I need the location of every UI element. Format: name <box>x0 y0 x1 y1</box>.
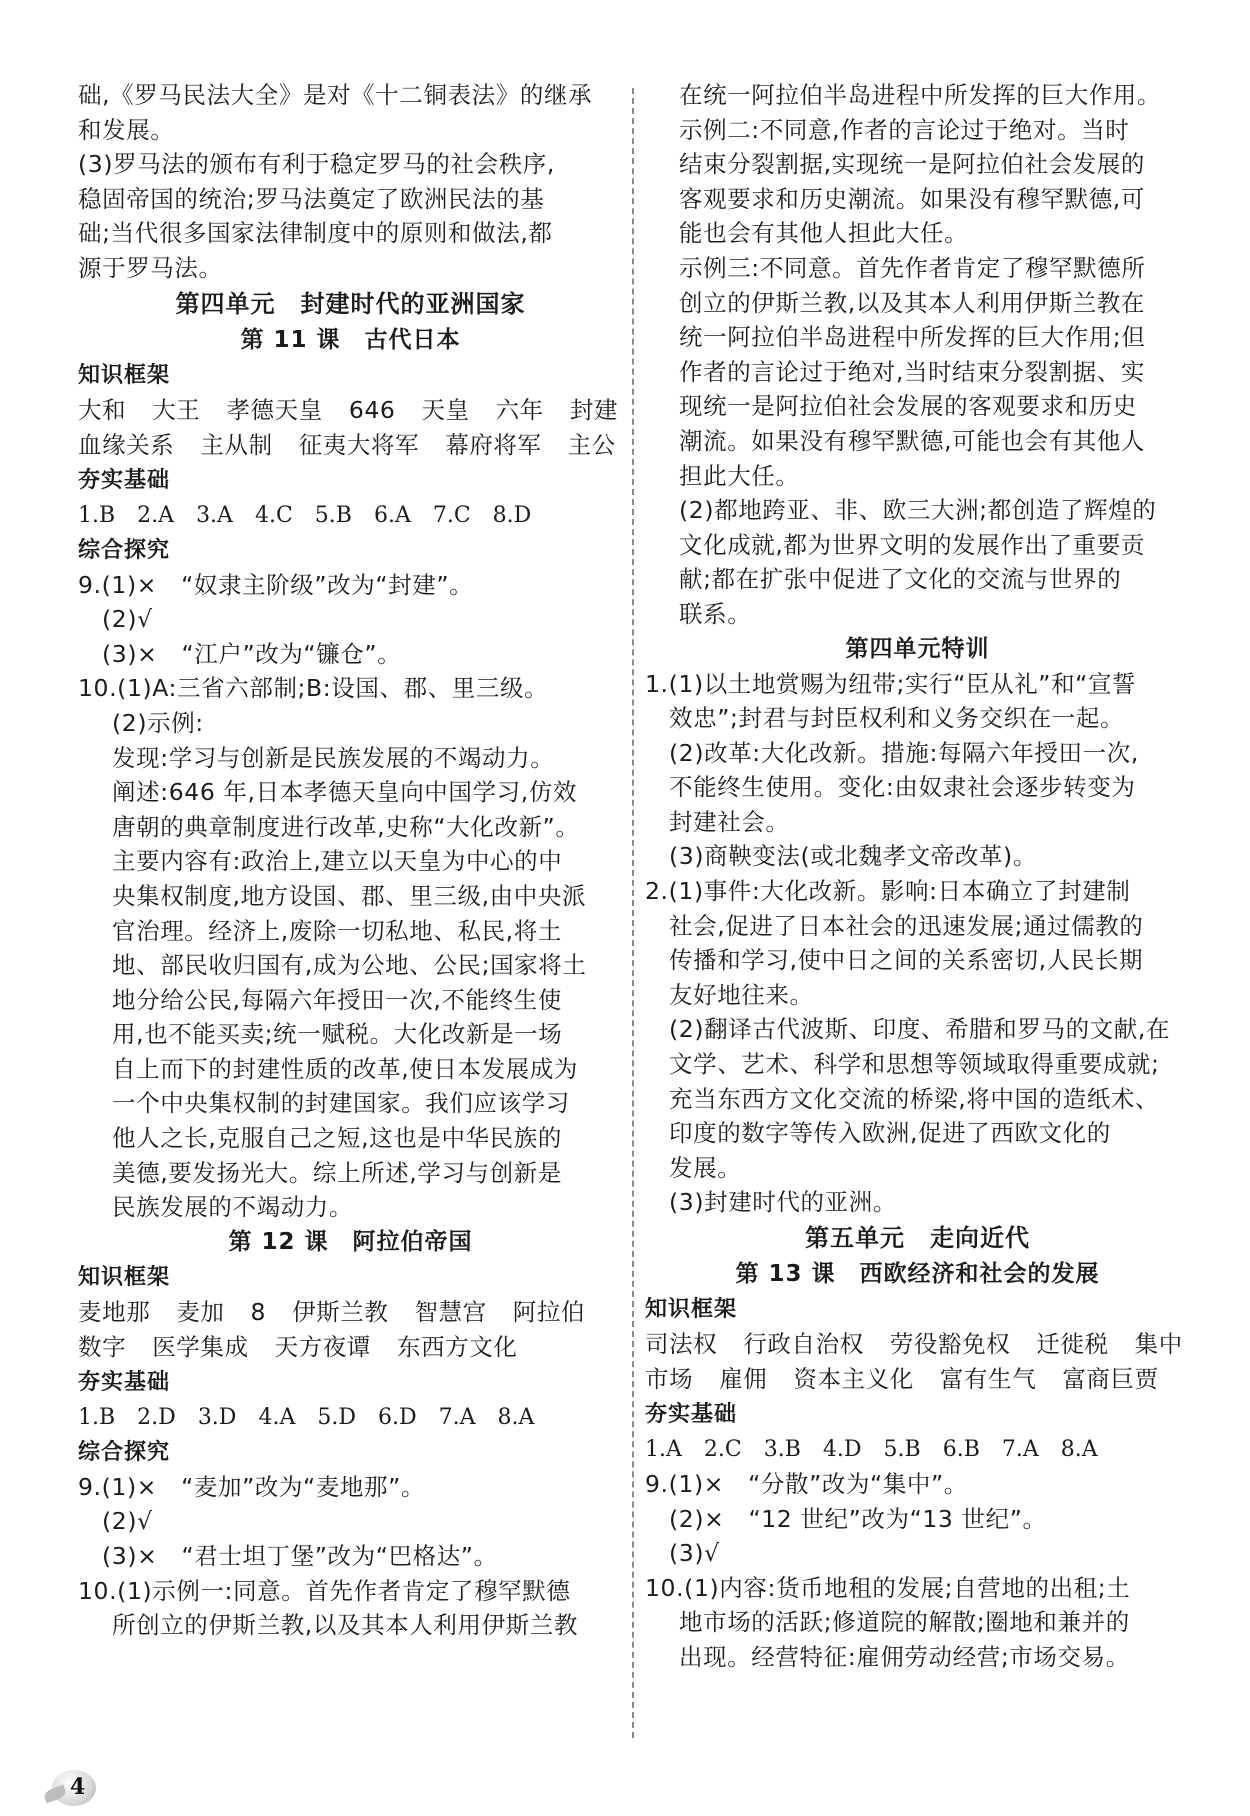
text-line: 稳固帝国的统治;罗马法奠定了欧洲民法的基 <box>78 184 545 213</box>
question-line: 1.(1)以土地赏赐为纽带;实行“臣从礼”和“宣誓 <box>645 669 1137 698</box>
keyword: 天皇 <box>421 395 470 424</box>
question-line: 10.(1)A:三省六部制;B:设国、郡、里三级。 <box>78 674 549 703</box>
question-line: 出现。经营特征:雇佣劳动经营;市场交易。 <box>679 1642 1130 1671</box>
keyword-list <box>78 1295 623 1365</box>
question-line: (2)翻译古代波斯、印度、希腊和罗马的文献,在 <box>669 1015 1171 1044</box>
question-line: 印度的数字等传入欧洲,促进了西欧文化的 <box>669 1119 1111 1148</box>
keyword: 数字 <box>78 1332 127 1361</box>
keyword: 劳役豁免权 <box>889 1330 1011 1358</box>
text-line: (3)罗马法的颁布有利于稳定罗马的社会秩序, <box>78 150 555 179</box>
keyword: 六年 <box>495 395 544 424</box>
answer: 6.A <box>373 502 411 528</box>
keyword: 伊斯兰教 <box>292 1297 389 1326</box>
keyword: 大王 <box>152 395 201 424</box>
text-line: 和发展。 <box>78 115 175 144</box>
text-line: 自上而下的封建性质的改革,使日本发展成为 <box>112 1054 578 1083</box>
answer: 7.A <box>438 1404 476 1430</box>
right-column <box>645 78 1190 1675</box>
question-line: (3)封建时代的亚洲。 <box>669 1188 897 1217</box>
section-heading: 知识框架 <box>645 1297 738 1322</box>
text-line: 阐述:646 年,日本孝德天皇向中国学习,仿效 <box>112 778 577 807</box>
text-line: 发现:学习与创新是民族发展的不竭动力。 <box>112 743 555 772</box>
keyword: 主公 <box>567 430 616 459</box>
keyword: 天方夜谭 <box>274 1332 372 1361</box>
question-line: (2)√ <box>102 605 153 634</box>
keyword: 阿拉伯 <box>512 1297 586 1326</box>
question-line: (2)改革:大化改新。措施:每隔六年授田一次, <box>669 738 1139 767</box>
text-line: (2)示例: <box>112 708 204 737</box>
keyword: 医学集成 <box>152 1332 249 1361</box>
column-divider <box>632 88 634 1738</box>
answer: 3.D <box>197 1404 237 1430</box>
text-line: 地分给公民,每隔六年授田一次,不能终生使 <box>112 985 562 1014</box>
question-line: 9.(1)× “奴隶主阶级”改为“封建”。 <box>78 570 474 599</box>
keyword: 血缘关系 <box>78 430 175 459</box>
text-line: 民族发展的不竭动力。 <box>112 1193 353 1222</box>
keyword: 富有生气 <box>939 1365 1037 1393</box>
section-heading: 知识框架 <box>78 362 171 388</box>
keyword: 大和 <box>78 395 127 424</box>
keyword: 智慧宫 <box>414 1297 487 1326</box>
answer: 8.A <box>1060 1437 1098 1462</box>
answer: 4.C <box>254 502 293 528</box>
text-line: 结束分裂割据,实现统一是阿拉伯社会发展的 <box>679 150 1145 179</box>
keyword: 司法权 <box>645 1330 718 1358</box>
keyword: 征夷大将军 <box>298 430 420 459</box>
text-line: 示例三:不同意。首先作者肯定了穆罕默德所 <box>679 253 1146 282</box>
answer: 3.B <box>763 1437 801 1462</box>
section-heading: 知识框架 <box>78 1264 171 1290</box>
text-line: 美德,要发扬光大。综上所述,学习与创新是 <box>112 1158 562 1187</box>
answer: 1.B <box>78 1404 116 1430</box>
keyword: 主从制 <box>200 430 273 459</box>
text-line: 联系。 <box>679 599 752 628</box>
text-line: 础,《罗马民法大全》是对《十二铜表法》的继承 <box>78 81 593 109</box>
answer: 5.D <box>317 1404 356 1430</box>
question-line: 10.(1)内容:货币地租的发展;自营地的出租;土 <box>645 1573 1131 1602</box>
text-line: 能也会有其他人担此大任。 <box>679 219 969 248</box>
text-line: 示例二:不同意,作者的言论过于绝对。当时 <box>679 115 1130 144</box>
text-line: 潮流。如果没有穆罕默德,可能也会有其他人 <box>679 426 1145 455</box>
answer: 2.C <box>703 1437 742 1462</box>
keyword: 东西方文化 <box>397 1332 518 1361</box>
text-line: 地、部民收归国有,成为公地、公民;国家将土 <box>112 951 587 980</box>
answer-row <box>645 1432 1190 1467</box>
text-line: 在统一阿拉伯半岛进程中所发挥的巨大作用。 <box>679 81 1161 109</box>
question-line: 封建社会。 <box>669 807 790 836</box>
text-line: 统一阿拉伯半岛进程中所发挥的巨大作用;但 <box>679 323 1146 352</box>
question-line: 充当东西方文化交流的桥梁,将中国的造纸术、 <box>669 1084 1160 1113</box>
keyword: 资本主义化 <box>793 1365 914 1393</box>
lesson-title: 第 13 课 西欧经济和社会的发展 <box>735 1261 1100 1287</box>
essay-block <box>78 706 623 1225</box>
keyword: 行政自治权 <box>743 1330 864 1358</box>
text-line: 献;都在扩张中促进了文化的交流与世界的 <box>679 565 1122 594</box>
keyword: 麦加 <box>176 1297 225 1326</box>
keyword: 幕府将军 <box>445 430 542 459</box>
text-line: 官治理。经济上,废除一切私地、私民,将土 <box>112 916 562 945</box>
unit-title: 第五单元 走向近代 <box>805 1224 1030 1252</box>
question-line: 10.(1)示例一:同意。首先作者肯定了穆罕默德 <box>78 1576 571 1605</box>
question-line: 文学、艺术、科学和思想等领域取得重要成就; <box>669 1050 1160 1079</box>
text-line: 央集权制度,地方设国、郡、里三级,由中央派 <box>112 881 587 910</box>
section-heading: 综合探究 <box>78 537 171 563</box>
answer: 4.A <box>258 1404 296 1430</box>
answer: 4.D <box>822 1437 862 1462</box>
question-line: 不能终生使用。变化:由奴隶社会逐步转变为 <box>669 773 1136 802</box>
section-heading: 夯实基础 <box>645 1402 738 1427</box>
answer: 1.A <box>645 1437 682 1462</box>
section-heading: 夯实基础 <box>78 467 171 493</box>
text-line: (2)都地跨亚、非、欧三大洲;都创造了辉煌的 <box>679 496 1157 525</box>
section-heading: 夯实基础 <box>78 1369 171 1395</box>
keyword: 雇佣 <box>719 1365 768 1393</box>
question-line: 2.(1)事件:大化改新。影响:日本确立了封建制 <box>645 877 1131 906</box>
page-number: 4 <box>70 1774 86 1800</box>
question-line: (3)× “江户”改为“镰仓”。 <box>102 639 402 668</box>
question-line: 所创立的伊斯兰教,以及其本人利用伊斯兰教 <box>112 1611 578 1640</box>
keyword: 麦地那 <box>78 1297 151 1326</box>
keyword: 市场 <box>645 1365 694 1393</box>
question-line: (3)商鞅变法(或北魏孝文帝改革)。 <box>669 842 1037 871</box>
section-heading: 综合探究 <box>78 1439 171 1465</box>
text-line: 客观要求和历史潮流。如果没有穆罕默德,可 <box>679 184 1145 213</box>
answer: 7.A <box>1001 1437 1039 1462</box>
question-line: 友好地往来。 <box>669 980 814 1009</box>
question-line: (3)× “君士坦丁堡”改为“巴格达”。 <box>102 1542 498 1571</box>
question-line: 效忠”;封君与封臣权利和义务交织在一起。 <box>669 704 1125 733</box>
question-line: 9.(1)× “麦加”改为“麦地那”。 <box>78 1472 425 1501</box>
keyword: 646 <box>348 395 396 424</box>
lesson-title: 第 11 课 古代日本 <box>240 326 461 353</box>
answer: 6.D <box>377 1404 417 1430</box>
question-line: 社会,促进了日本社会的迅速发展;通过儒教的 <box>669 911 1144 940</box>
text-line: 唐朝的典章制度进行改革,史称“大化改新”。 <box>112 812 580 841</box>
keyword: 迁徙税 <box>1036 1330 1109 1358</box>
left-column <box>78 78 623 1643</box>
right-top-block <box>645 78 1190 632</box>
text-line: 础;当代很多国家法律制度中的原则和做法,都 <box>78 219 553 248</box>
keyword-list <box>645 1327 1190 1397</box>
question-line: 9.(1)× “分散”改为“集中”。 <box>645 1470 968 1498</box>
answer-row <box>78 1400 623 1435</box>
keyword: 封建 <box>569 395 619 424</box>
keyword: 孝德天皇 <box>226 395 323 424</box>
keyword-list <box>78 393 623 463</box>
answer: 6.B <box>942 1437 980 1462</box>
answer: 5.B <box>314 502 352 528</box>
answer: 5.B <box>883 1437 921 1462</box>
question-line: (3)√ <box>669 1539 720 1568</box>
answer: 2.D <box>137 1404 176 1430</box>
text-line: 作者的言论过于绝对,当时结束分裂割据、实 <box>679 357 1145 386</box>
text-line: 他人之长,克服自己之短,这也是中华民族的 <box>112 1124 562 1153</box>
answer: 3.A <box>196 502 233 528</box>
question-line: (2)× “12 世纪”改为“13 世纪”。 <box>669 1504 1047 1533</box>
keyword: 8 <box>250 1297 267 1326</box>
lesson-title: 第 12 课 阿拉伯帝国 <box>228 1228 473 1255</box>
text-line: 一个中央集权制的封建国家。我们应该学习 <box>112 1089 570 1118</box>
keyword: 集中 <box>1134 1330 1183 1358</box>
answer: 2.A <box>137 502 175 528</box>
unit-training-title: 第四单元特训 <box>845 635 990 662</box>
unit-title: 第四单元 封建时代的亚洲国家 <box>175 289 526 318</box>
text-line: 创立的伊斯兰教,以及其本人利用伊斯兰教在 <box>679 288 1145 317</box>
text-line: 用,也不能买卖;统一赋税。大化改新是一场 <box>112 1020 563 1049</box>
text-line: 文化成就,都为世界文明的发展作出了重要贡 <box>679 530 1145 559</box>
question-line: (2)√ <box>102 1507 153 1536</box>
answer: 1.B <box>78 502 116 528</box>
keyword: 富商巨贾 <box>1062 1365 1159 1393</box>
text-line: 源于罗马法。 <box>78 253 223 282</box>
answer-row <box>78 498 623 533</box>
left-top-block <box>78 78 623 286</box>
text-line: 主要内容有:政治上,建立以天皇为中心的中 <box>112 847 563 876</box>
answer: 8.D <box>492 502 532 528</box>
text-line: 担此大任。 <box>679 461 800 490</box>
question-line: 传播和学习,使中日之间的关系密切,人民长期 <box>669 946 1144 975</box>
text-line: 现统一是阿拉伯社会发展的客观要求和历史 <box>679 392 1137 421</box>
page-number-badge <box>44 1770 114 1810</box>
answer: 8.A <box>497 1404 535 1430</box>
question-line: 发展。 <box>669 1153 742 1182</box>
answer: 7.C <box>432 502 471 528</box>
question-line: 地市场的活跃;修道院的解散;圈地和兼并的 <box>679 1608 1130 1637</box>
